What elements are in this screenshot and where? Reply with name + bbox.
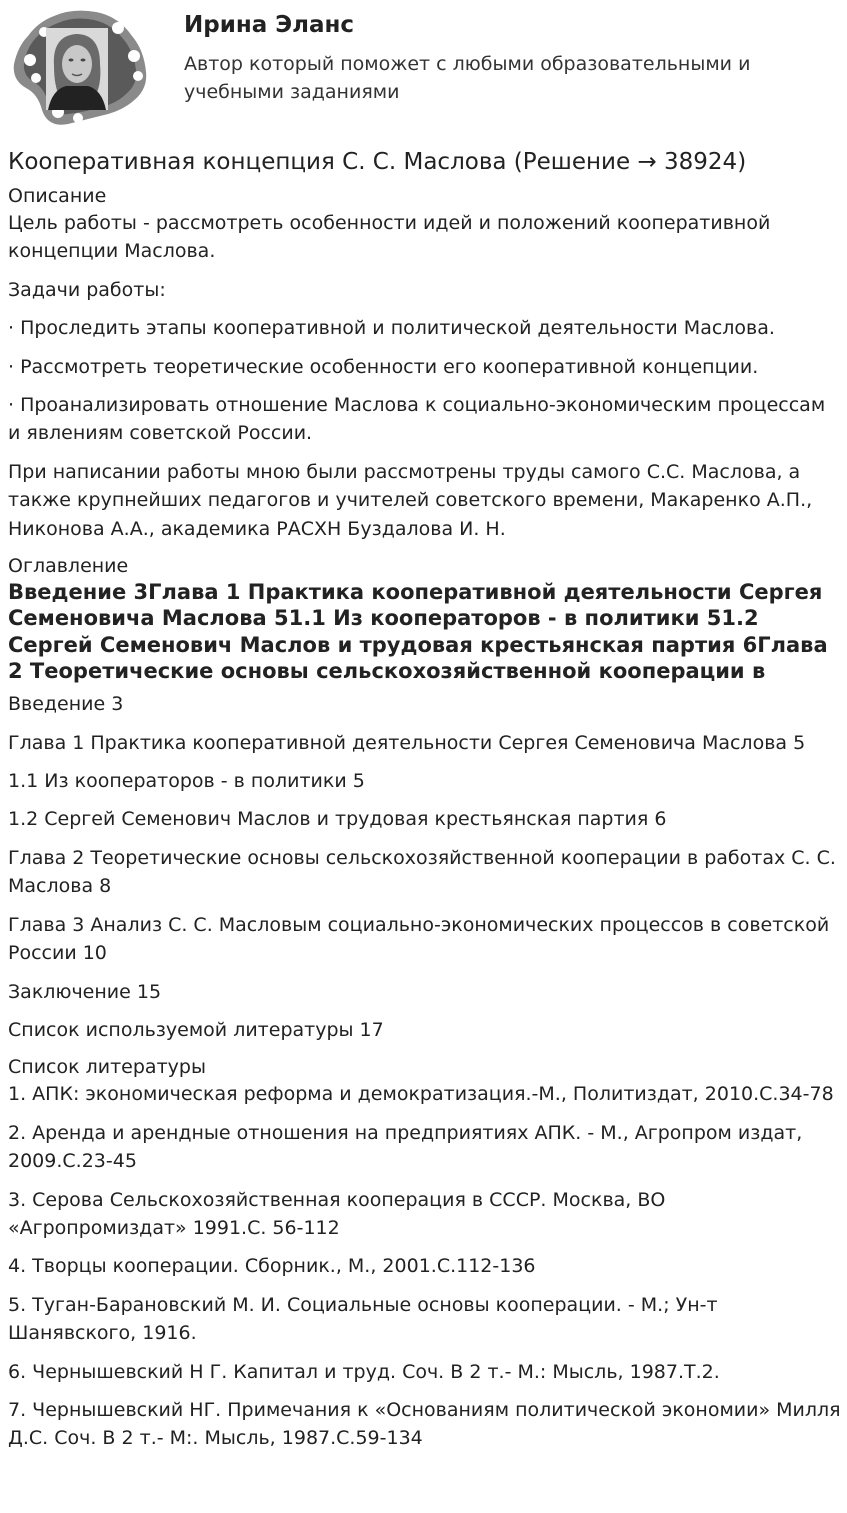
document-content — [8, 145, 842, 1463]
toc-list — [8, 690, 842, 1044]
toc-item: 1.2 Сергей Семенович Маслов и трудовая крестьянская партия 6 — [8, 808, 667, 831]
literature-item: 5. Туган-Барановский М. И. Социальные основы кооперации. - М.; Ун-т Шанявского, 1916. — [8, 1293, 718, 1345]
toc-item: 1.1 Из кооператоров - в политики 5 — [8, 770, 365, 793]
author-name: Ирина Эланс — [184, 12, 355, 38]
literature-item: 4. Творцы кооперации. Сборник., М., 2001.С.112-136 — [8, 1255, 536, 1278]
document-title: Кооперативная концепция С. С. Маслова (Решение → 38924) — [8, 149, 747, 175]
toc-item: Глава 1 Практика кооперативной деятельности Сергея Семеновича Маслова 5 — [8, 731, 806, 754]
literature-label: Список литературы — [8, 1056, 206, 1079]
literature-item: 7. Чернышевский НГ. Примечания к «Основаниям политической экономии» Милля Д.С. Соч. В 2 т.- М:. Мысль, 1987.С.59-134 — [8, 1398, 841, 1450]
description-paragraph: Цель работы - рассмотреть особенности идей и положений кооперативной концепции Маслова. — [8, 212, 771, 263]
toc-item: Введение 3 — [8, 693, 124, 716]
toc-label: Оглавление — [8, 555, 129, 578]
author-avatar — [8, 6, 150, 128]
description-paragraph: · Проследить этапы кооперативной и политической деятельности Маслова. — [8, 317, 775, 340]
description-paragraph: · Рассмотреть теоретические особенности его кооперативной концепции. — [8, 355, 759, 378]
description-paragraph: Задачи работы: — [8, 278, 166, 301]
toc-item: Глава 2 Теоретические основы сельскохозяйственной кооперации в работах С. С. Маслова 8 — [8, 846, 836, 898]
literature-list — [8, 1080, 842, 1452]
description-label: Описание — [8, 185, 107, 207]
toc-bold-summary: Введение 3Глава 1 Практика кооперативной деятельности Сергея Семеновича Маслова 51.1 Из кооператоров - в политики 51.2 Сергей Семенович Маслов и трудовая крестьянская партия 6Глава 2 Теоретические основы сельскохозяйственной кооперации в — [8, 580, 828, 683]
literature-item: 1. АПК: экономическая реформа и демократизация.-М., Политиздат, 2010.С.34-78 — [8, 1083, 834, 1106]
description-paragraph: · Проанализировать отношение Маслова к социально-экономическим процессам и явлениям советской России. — [8, 394, 826, 445]
description-paragraph: При написании работы мною были рассмотрены труды самого С.С. Маслова, а также крупнейших педагогов и учителей советского времени, Макаренко А.П., Никонова А.А., академика РАСХН Буздалова И. Н. — [8, 460, 813, 540]
author-description: Автор который поможет с любыми образовательными и учебными заданиями — [184, 53, 751, 103]
author-header — [0, 0, 847, 140]
literature-item: 3. Серова Сельскохозяйственная кооперация в СССР. Москва, ВО «Агропромиздат» 1991.С. 56-112 — [8, 1188, 666, 1239]
toc-item: Список используемой литературы 17 — [8, 1018, 384, 1041]
literature-item: 6. Чернышевский Н Г. Капитал и труд. Соч. В 2 т.- М.: Мысль, 1987.Т.2. — [8, 1360, 720, 1383]
literature-item: 2. Аренда и арендные отношения на предприятиях АПК. - М., Агропром издат, 2009.С.23-45 — [8, 1121, 803, 1173]
toc-item: Глава 3 Анализ С. С. Масловым социально-экономических процессов в советской России 10 — [8, 913, 830, 965]
toc-item: Заключение 15 — [8, 980, 162, 1003]
